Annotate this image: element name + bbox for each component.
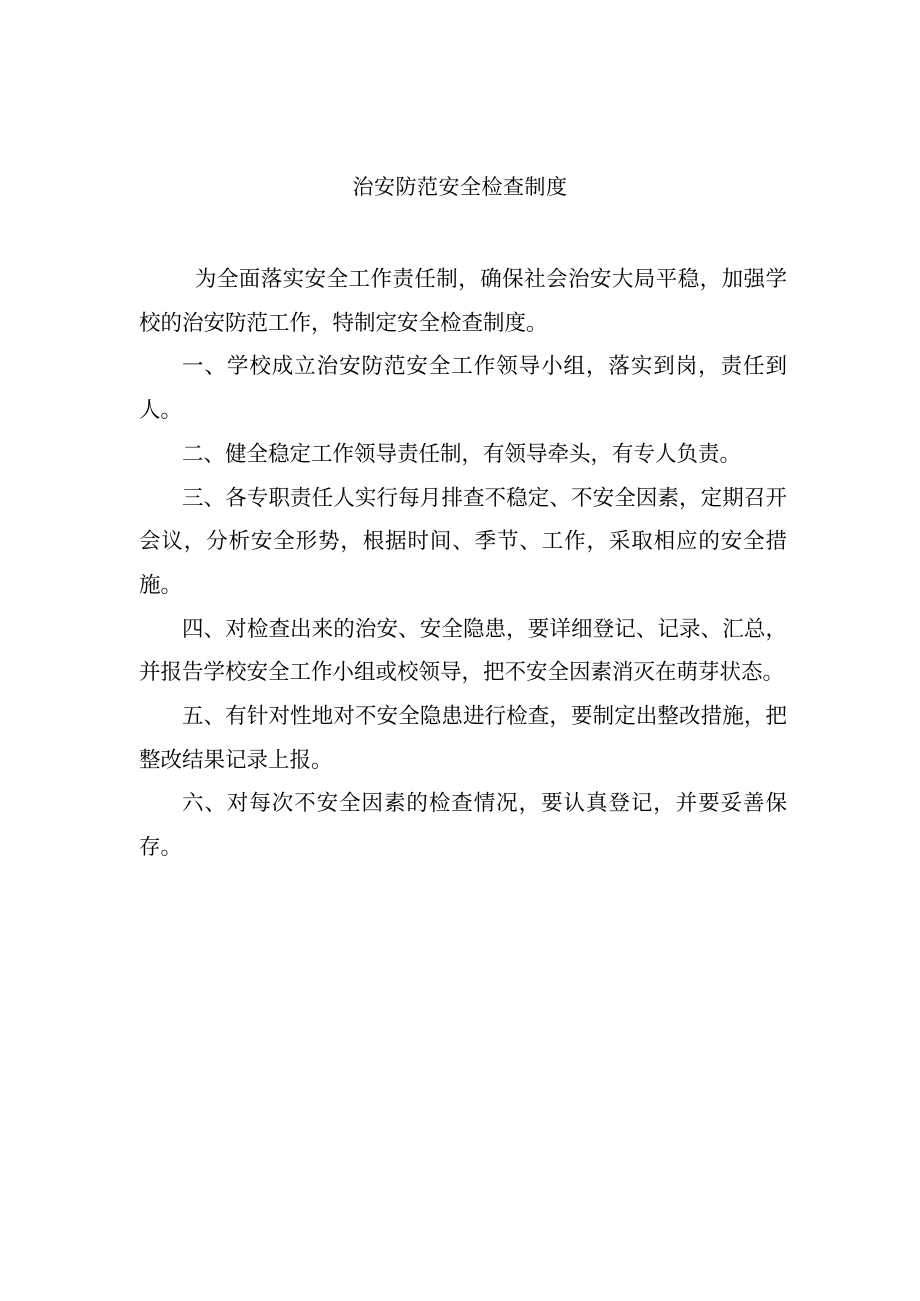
- paragraph-item-4: 四、对检查出来的治安、安全隐患，要详细登记、记录、汇总，并报告学校安全工作小组或校领导，把不安全因素消灭在萌芽状态。: [139, 616, 787, 686]
- paragraph-intro: 为全面落实安全工作责任制，确保社会治安大局平稳，加强学校的治安防范工作，特制定安全检查制度。: [139, 267, 787, 336]
- paragraph-item-6: 六、对每次不安全因素的检查情况，要认真登记，并要妥善保存。: [139, 791, 787, 861]
- document-title: 治安防范安全检查制度: [352, 175, 568, 199]
- paragraph-item-5: 五、有针对性地对不安全隐患进行检查，要制定出整改措施，把整改结果记录上报。: [139, 704, 787, 773]
- paragraph-item-1: 一、学校成立治安防范安全工作领导小组，落实到岗，责任到人。: [139, 354, 787, 424]
- paragraph-item-3: 三、各专职责任人实行每月排查不稳定、不安全因素，定期召开会议，分析安全形势，根据时间、季节、工作，采取相应的安全措施。: [139, 485, 787, 598]
- document-body: [139, 258, 787, 870]
- paragraph-item-2: 二、健全稳定工作领导责任制，有领导牵头，有专人负责。: [182, 441, 742, 467]
